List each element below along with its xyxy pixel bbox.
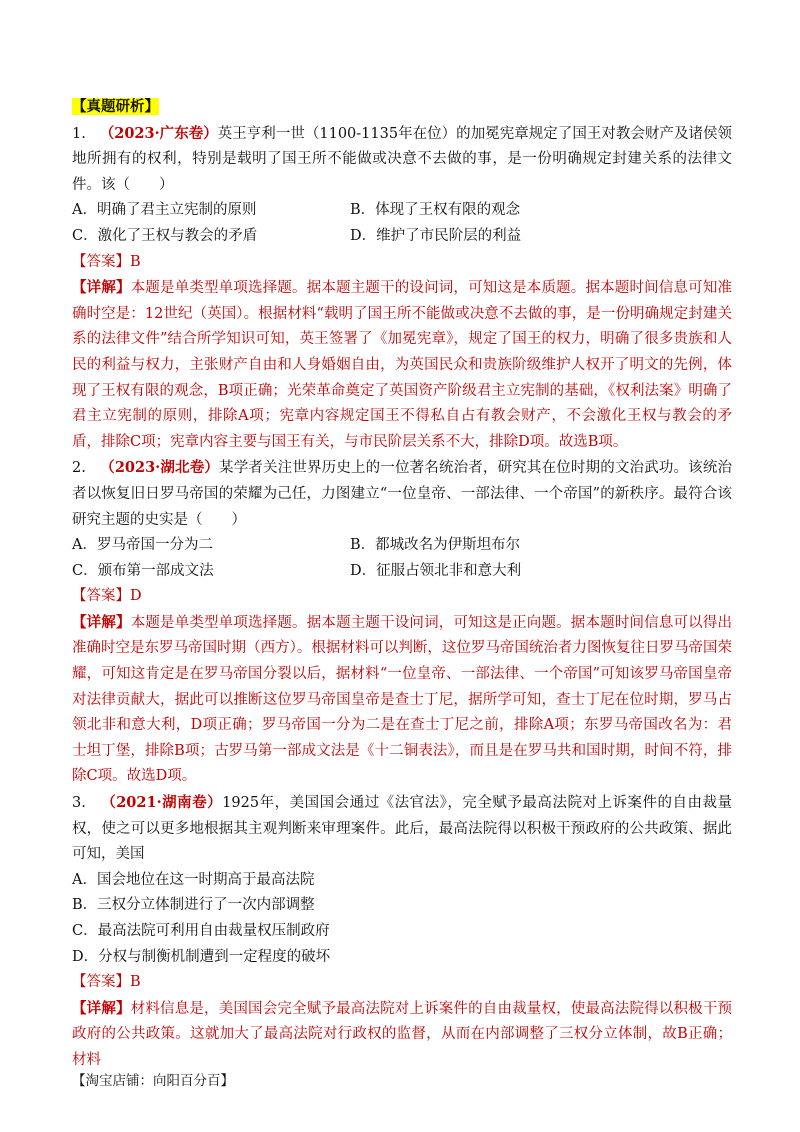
question-stem — [72, 121, 732, 199]
question-text: 某学者关注世界历史上的一位著名统治者，研究其在位时期的文治武功。该统治者以恢复旧日罗马帝国的荣耀为己任，力图建立“一位皇帝、一部法律、一个帝国”的新秩序。最符合该研究主题的史实是（ ） — [72, 460, 733, 528]
question-stem — [72, 455, 732, 533]
answer: 【答案】D — [72, 588, 142, 605]
option-d: D．征服占领北非和意大利 — [350, 562, 522, 579]
question-source: （2021·湖南卷） — [101, 794, 223, 812]
section-title: 【真题研析】 — [72, 98, 159, 115]
section-title-row — [72, 94, 732, 121]
document-page — [72, 94, 732, 1074]
explanation-label: 【详解】 — [72, 999, 131, 1017]
question-stem — [72, 790, 732, 868]
question-1 — [72, 121, 732, 456]
option-b: B．都城改名为伊斯坦布尔 — [350, 537, 521, 554]
options-row — [72, 198, 732, 224]
question-2 — [72, 455, 732, 790]
option-c: C．激化了王权与教会的矛盾 — [72, 227, 258, 244]
option-a: A．明确了君主立宪制的原则 — [72, 202, 257, 219]
option-b: B．三权分立体制进行了一次内部调整 — [72, 897, 315, 914]
question-source: （2023·广东卷） — [99, 124, 218, 142]
question-3 — [72, 790, 732, 1074]
option-b: B．体现了王权有限的观念 — [350, 202, 521, 219]
explanation — [72, 610, 732, 790]
option-a: A．国会地位在这一时期高于最高法院 — [72, 871, 315, 888]
question-text: 英王亨利一世（1100-1135年在位）的加冕宪章规定了国王对教会财产及诸侯领地所拥有的权利，特别是载明了国王所不能做或决意不去做的事，是一份明确规定封建关系的法律文件。该（ ） — [72, 125, 733, 193]
option-a: A．罗马帝国一分为二 — [72, 537, 213, 554]
option-d: D．分权与制衡机制遭到一定程度的破坏 — [72, 948, 331, 965]
option-c: C．最高法院可利用自由裁量权压制政府 — [72, 923, 330, 939]
question-source: （2023·湖北卷） — [100, 459, 220, 477]
explanation-label: 【详解】 — [72, 279, 131, 297]
question-number: 3. — [72, 795, 86, 812]
options-row — [72, 224, 732, 250]
explanation-text: 本题是单类型单项选择题。据本题主题干设问词，可知这是正向题。据本题时间信息可以得出准确时空是东罗马帝国时期（西方）。根据材料可以判断，这位罗马帝国统治者力图恢复往日罗马帝国荣耀，可知这肯定是在罗马帝国分裂以后，据材料“一位皇帝、一部法律、一个帝国”可知该罗马帝国皇帝对法律贡献大，据此可以推断这位罗马帝国皇帝是查士丁尼，据所学可知，查士丁尼在位时期，罗马占领北非和意大利，D项正确；罗马帝国一分为二是在查士丁尼之前，排除A项；东罗马帝国改名为：君士坦丁堡，排除B项；古罗马第一部成文法是《十二铜表法》，而且是在罗马共和国时期，时间不符，排除C项。故选D项。 — [72, 614, 733, 785]
options-row — [72, 559, 732, 585]
explanation-label: 【详解】 — [72, 613, 131, 631]
question-number: 2. — [72, 460, 86, 477]
option-c: C．颁布第一部成文法 — [72, 562, 214, 579]
question-text: 1925年，美国国会通过《法官法》，完全赋予最高法院对上诉案件的自由裁量权，使之可以更多地根据其主观判断来审理案件。此后，最高法院得以积极干预政府的公共政策、据此可知，美国 — [72, 795, 733, 863]
options-row — [72, 533, 732, 559]
explanation-text: 本题是单类型单项选择题。据本题主题干的设问词，可知这是本质题。据本题时间信息可知准确时空是：12世纪（英国）。根据材料“载明了国王所不能做或决意不去做的事，是一份明确规定封建关系的法律文件”结合所学知识可知，英王签署了《加冕宪章》，规定了国王的权力，明确了很多贵族和人民的利益与权力，主张财产自由和人身婚姻自由，为英国民众和贵族阶级维护人权开了明文的先例，体现了王权有限的观念，B项正确；光荣革命奠定了英国资产阶级君主立宪制的基础，《权利法案》明确了君主立宪制的原则，排除A项；宪章内容规定国王不得私自占有教会财产，不会激化王权与教会的矛盾，排除C项；宪章内容主要与国王有关，与市民阶层关系不大，排除D项。故选B项。 — [72, 280, 733, 450]
explanation-text: 材料信息是，美国国会完全赋予最高法院对上诉案件的自由裁量权，使最高法院得以积极干预政府的公共政策。这就加大了最高法院对行政权的监督，从而在内部调整了三权分立体制，故B正确；材料 — [72, 1000, 733, 1068]
explanation — [72, 275, 732, 455]
answer: 【答案】B — [72, 974, 141, 991]
question-number: 1. — [72, 125, 86, 142]
footer-shop-note: 【淘宝店铺：向阳百分百】 — [72, 1073, 234, 1089]
explanation — [72, 996, 732, 1074]
answer: 【答案】B — [72, 253, 141, 270]
option-d: D．维护了市民阶层的利益 — [350, 227, 522, 244]
